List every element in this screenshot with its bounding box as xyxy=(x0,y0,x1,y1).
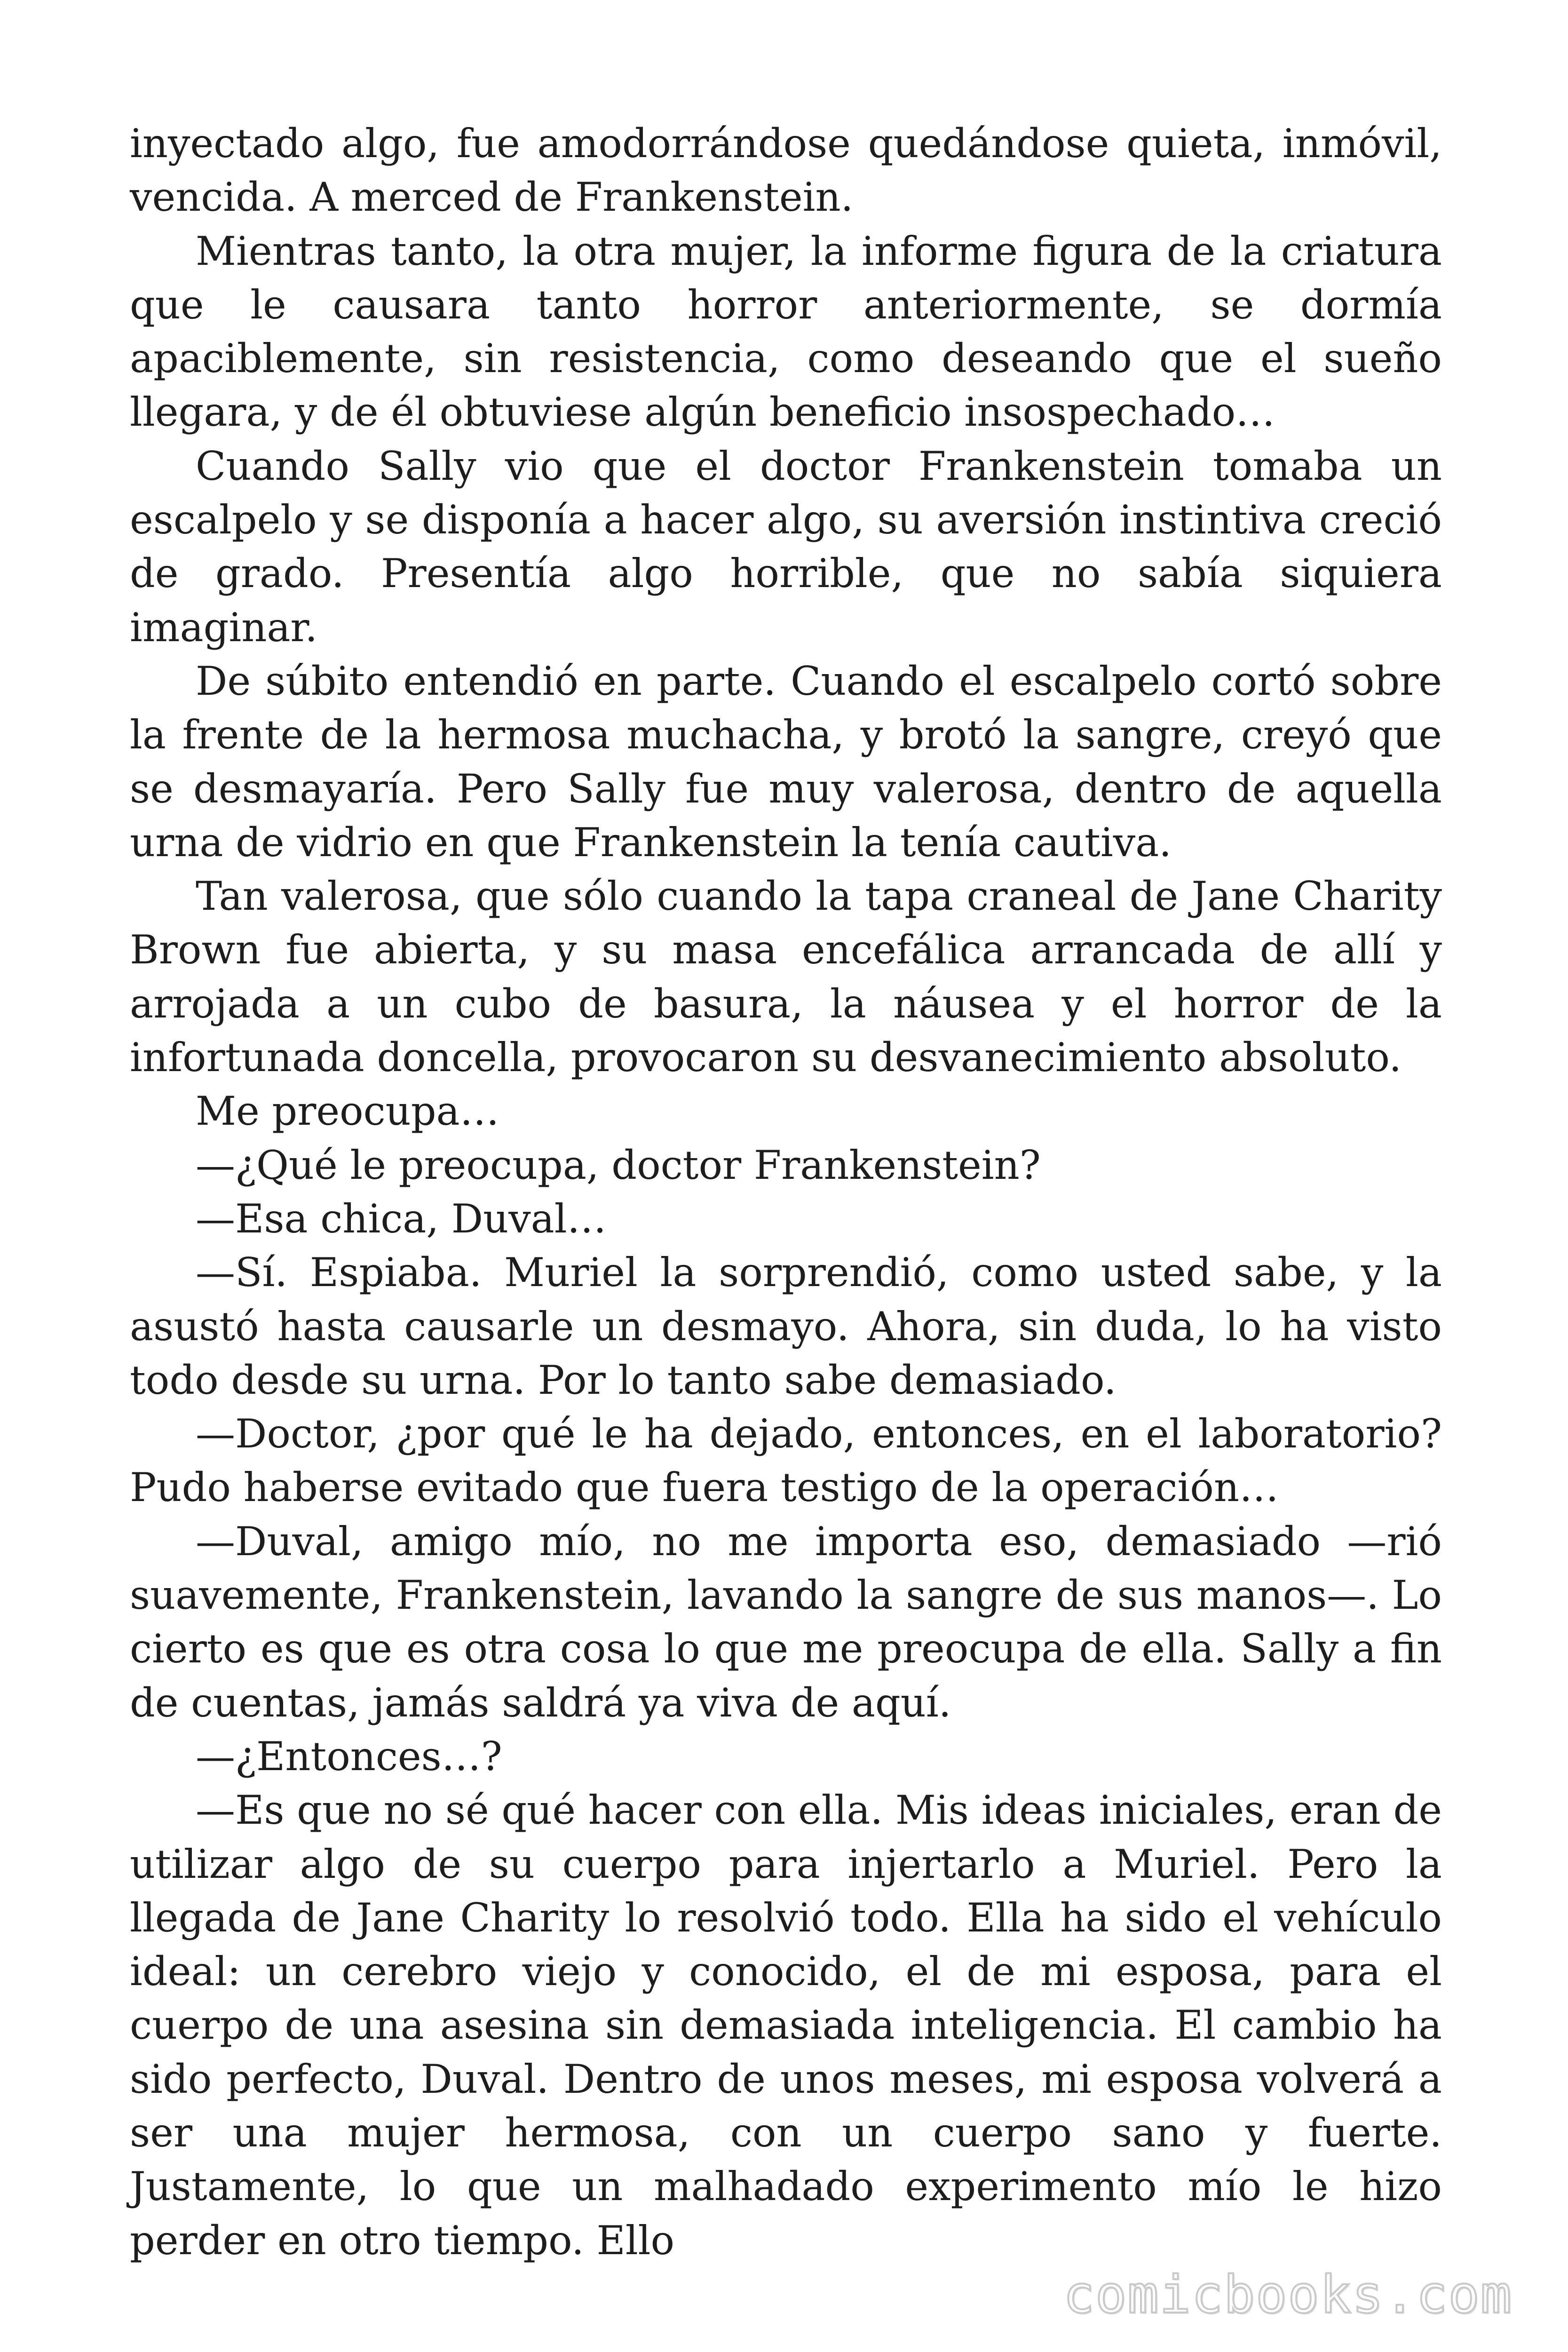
watermark-text: comicbooks.com xyxy=(1063,2265,1513,2325)
paragraph-5: Tan valerosa, que sólo cuando la tapa craneal de Jane Charity Brown fue abierta, y su masa encefálica arrancada de allí y arrojada a un cubo de basura, la náusea y el horror de la infortunada doncella, provocaron su desvanecimiento absoluto. xyxy=(130,873,1442,1081)
paragraph-1: inyectado algo, fue amodorrándose quedándose quieta, inmóvil, vencida. A merced de Frankenstein. xyxy=(130,120,1442,221)
dialogue-line-2: —Esa chica, Duval… xyxy=(196,1195,607,1242)
paragraph-3: Cuando Sally vio que el doctor Frankenstein tomaba un escalpelo y se disponía a hacer algo, su aversión instintiva creció de grado. Presentía algo horrible, que no sabía siquiera imaginar. xyxy=(130,443,1442,651)
dialogue-line-1: —¿Qué le preocupa, doctor Frankenstein? xyxy=(196,1142,1041,1188)
dialogue-line-6: —¿Entonces…? xyxy=(196,1733,502,1780)
dialogue-line-5: —Duval, amigo mío, no me importa eso, demasiado —rió suavemente, Frankenstein, lavando la sangre de sus manos—. Lo cierto es que es otra cosa lo que me preocupa de ella. Sally a fin de cuentas, jamás saldrá ya viva de aquí. xyxy=(130,1518,1442,1726)
paragraph-4: De súbito entendió en parte. Cuando el escalpelo cortó sobre la frente de la hermosa muchacha, y brotó la sangre, creyó que se desmayaría. Pero Sally fue muy valerosa, dentro de aquella urna de vidrio en que Frankenstein la tenía cautiva. xyxy=(130,658,1442,866)
dialogue-line-7: —Es que no sé qué hacer con ella. Mis ideas iniciales, eran de utilizar algo de su cuerpo para injertarlo a Muriel. Pero la llegada de Jane Charity lo resolvió todo. Ella ha sido el vehículo ideal: un cerebro viejo y conocido, el de mi esposa, para el cuerpo de una asesina sin demasiada inteligencia. El cambio ha sido perfecto, Duval. Dentro de unos meses, mi esposa volverá a ser una mujer hermosa, con un cuerpo sano y fuerte. Justamente, lo que un malhadado experimento mío le hizo perder en otro tiempo. Ello xyxy=(130,1787,1442,2264)
paragraph-6: Me preocupa… xyxy=(196,1088,499,1135)
book-page-text xyxy=(130,117,1442,2267)
paragraph-2: Mientras tanto, la otra mujer, la informe figura de la criatura que le causara tanto horror anteriormente, se dormía apaciblemente, sin resistencia, como deseando que el sueño llegara, y de él obtuviese algún beneficio insospechado… xyxy=(130,228,1442,436)
dialogue-line-3: —Sí. Espiaba. Muriel la sorprendió, como usted sabe, y la asustó hasta causarle un desmayo. Ahora, sin duda, lo ha visto todo desde su urna. Por lo tanto sabe demasiado. xyxy=(130,1249,1442,1403)
dialogue-line-4: —Doctor, ¿por qué le ha dejado, entonces, en el laboratorio? Pudo haberse evitado que fuera testigo de la operación… xyxy=(130,1411,1442,1511)
